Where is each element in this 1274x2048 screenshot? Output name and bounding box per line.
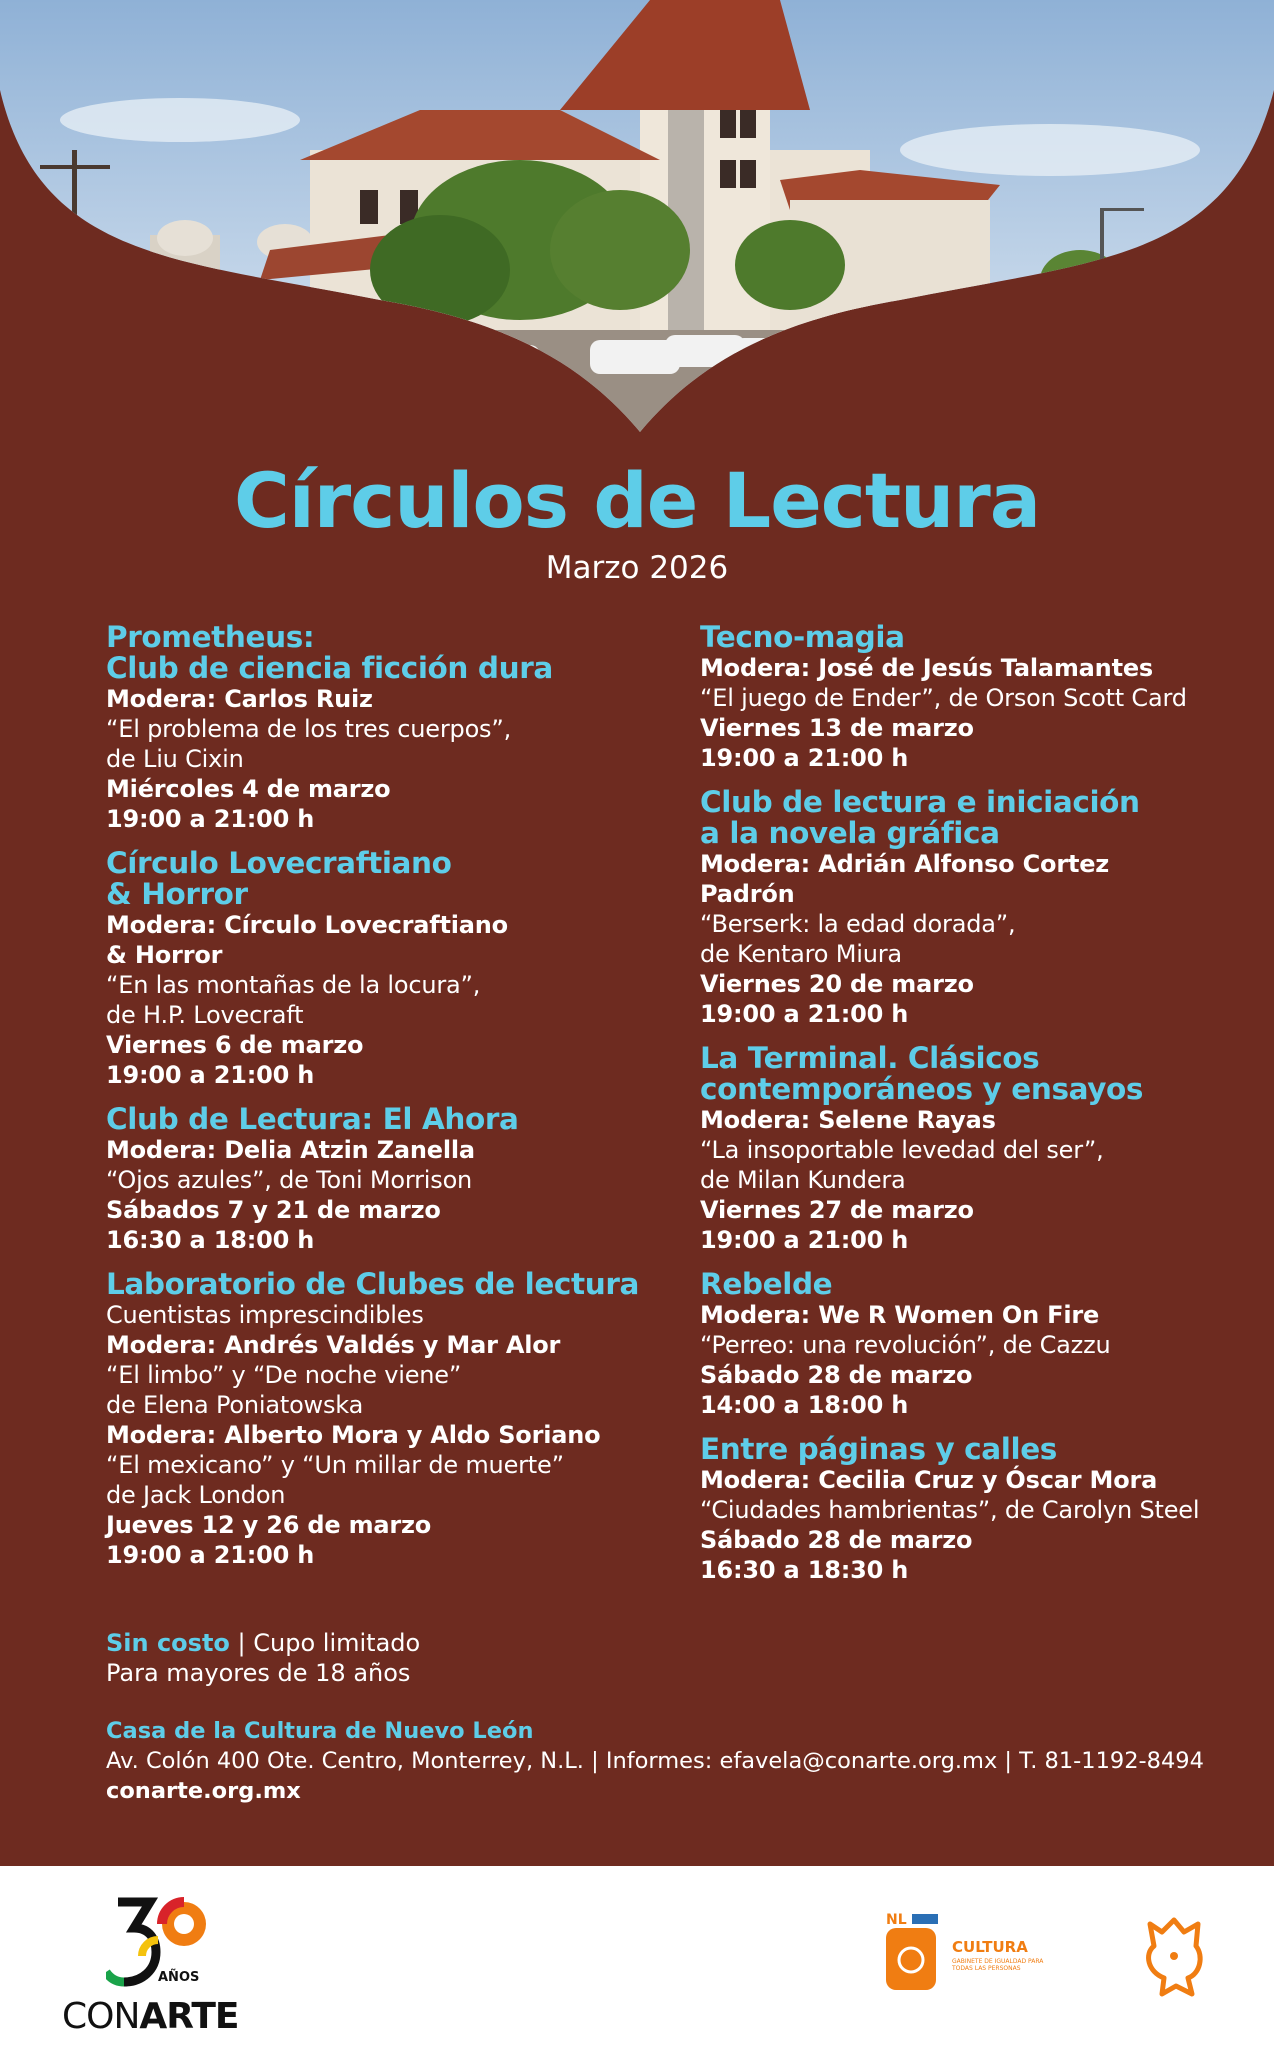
reading-circle-event [700, 1269, 1200, 1420]
page-subtitle: Marzo 2026 [545, 550, 729, 586]
event-detail: “Perreo: una revolución”, de Cazzu [700, 1331, 1111, 1359]
footer-logos [0, 1866, 1274, 2048]
event-detail: “Ciudades hambrientas”, de Carolyn Steel [700, 1496, 1200, 1524]
reading-circle-event [700, 622, 1200, 773]
event-detail: Modera: Carlos Ruiz [106, 685, 373, 713]
event-detail: 16:30 a 18:30 h [700, 1556, 909, 1584]
lion-emblem-icon [1140, 1916, 1210, 1998]
conarte-wordmark [62, 1996, 239, 2037]
event-detail: “El problema de los tres cuerpos”, [106, 715, 512, 743]
conarte-suffix: ARTE [139, 1996, 239, 2037]
reading-circle-event [106, 1269, 666, 1570]
free-label: Sin costo [106, 1629, 230, 1657]
event-title: Prometheus: [106, 620, 315, 654]
nl-cultura-label: CULTURA [952, 1938, 1028, 1956]
event-detail: Viernes 27 de marzo [700, 1196, 974, 1224]
page-title: Círculos de Lectura [233, 456, 1041, 545]
reading-circle-event [106, 848, 666, 1090]
event-detail: de Milan Kundera [700, 1166, 906, 1194]
event-title: Laboratorio de Clubes de lectura [106, 1267, 639, 1301]
event-detail: Miércoles 4 de marzo [106, 775, 391, 803]
cost-line [106, 1628, 420, 1658]
hero-building-photo [0, 0, 1274, 440]
event-title: Círculo Lovecraftiano [106, 846, 452, 880]
event-detail: Viernes 13 de marzo [700, 714, 974, 742]
event-title: & Horror [106, 877, 248, 911]
nl-cultura-logo [882, 1912, 1082, 1996]
venue-block [106, 1716, 1204, 1806]
event-detail: Viernes 20 de marzo [700, 970, 974, 998]
event-detail: “Berserk: la edad dorada”, [700, 910, 1016, 938]
event-detail: de Elena Poniatowska [106, 1391, 364, 1419]
event-detail: Sábados 7 y 21 de marzo [106, 1196, 441, 1224]
event-detail: Sábado 28 de marzo [700, 1361, 973, 1389]
event-detail: Jueves 12 y 26 de marzo [106, 1511, 432, 1539]
event-detail: Modera: José de Jesús Talamantes [700, 654, 1153, 682]
event-detail: Viernes 6 de marzo [106, 1031, 364, 1059]
venue-address: Av. Colón 400 Ote. Centro, Monterrey, N.L. | Informes: efavela@conarte.org.mx | T. 81-1192-8494 [106, 1748, 1204, 1774]
event-detail: 19:00 a 21:00 h [106, 1541, 315, 1569]
cost-separator: | [229, 1629, 254, 1657]
event-detail: de Kentaro Miura [700, 940, 902, 968]
event-detail: 19:00 a 21:00 h [700, 1226, 909, 1254]
event-detail: Sábado 28 de marzo [700, 1526, 973, 1554]
reading-circle-event [106, 1104, 666, 1255]
event-detail: Modera: Selene Rayas [700, 1106, 996, 1134]
conarte-prefix: CON [62, 1996, 140, 2037]
event-detail: “Ojos azules”, de Toni Morrison [106, 1166, 473, 1194]
conarte-logo [62, 1894, 262, 2037]
event-title: a la novela gráfica [700, 816, 1000, 850]
event-detail: de H.P. Lovecraft [106, 1001, 304, 1029]
event-detail: Modera: Alberto Mora y Aldo Soriano [106, 1421, 601, 1449]
event-conditions [106, 1628, 420, 1688]
event-detail: de Jack London [106, 1481, 286, 1509]
event-detail: “El juego de Ender”, de Orson Scott Card [700, 684, 1187, 712]
event-detail: “El limbo” y “De noche viene” [106, 1361, 462, 1389]
event-title: Club de lectura e iniciación [700, 785, 1140, 819]
event-detail: 19:00 a 21:00 h [106, 1061, 315, 1089]
event-detail: Cuentistas imprescindibles [106, 1301, 424, 1329]
reading-circle-event [700, 1434, 1200, 1585]
event-detail: 19:00 a 21:00 h [700, 1000, 909, 1028]
events-column-right [700, 622, 1200, 1599]
reading-circle-event [700, 787, 1200, 1029]
event-title: Club de Lectura: El Ahora [106, 1102, 519, 1136]
event-title: Club de ciencia ficción dura [106, 651, 553, 685]
event-detail: 19:00 a 21:00 h [106, 805, 315, 833]
event-detail: 19:00 a 21:00 h [700, 744, 909, 772]
conarte-years-label: AÑOS [158, 1970, 200, 1985]
event-title: Rebelde [700, 1267, 833, 1301]
event-title: La Terminal. Clásicos [700, 1041, 1040, 1075]
nl-tagline: GABINETE DE IGUALDAD PARA TODAS LAS PERSONAS [952, 1958, 1044, 1972]
event-title: Tecno-magia [700, 620, 905, 654]
event-detail: “En las montañas de la locura”, [106, 971, 481, 999]
event-detail: Modera: Círculo Lovecraftiano [106, 911, 508, 939]
event-detail: & Horror [106, 941, 223, 969]
event-detail: Modera: Delia Atzin Zanella [106, 1136, 475, 1164]
nl-badge-text: NL [886, 1912, 907, 1928]
event-detail: Modera: Cecilia Cruz y Óscar Mora [700, 1466, 1158, 1494]
event-detail: Modera: Andrés Valdés y Mar Alor [106, 1331, 561, 1359]
event-detail: “El mexicano” y “Un millar de muerte” [106, 1451, 564, 1479]
event-detail: Modera: We R Women On Fire [700, 1301, 1100, 1329]
reading-circle-event [700, 1043, 1200, 1255]
reading-circle-event [106, 622, 666, 834]
event-title: Entre páginas y calles [700, 1432, 1057, 1466]
limited-label: Cupo limitado [253, 1629, 421, 1657]
events-column-left [106, 622, 666, 1584]
venue-website-link[interactable]: conarte.org.mx [106, 1778, 301, 1804]
venue-name: Casa de la Cultura de Nuevo León [106, 1718, 534, 1744]
event-detail: 16:30 a 18:00 h [106, 1226, 315, 1254]
event-detail: 14:00 a 18:00 h [700, 1391, 909, 1419]
age-restriction: Para mayores de 18 años [106, 1659, 411, 1687]
event-title: contemporáneos y ensayos [700, 1072, 1144, 1106]
event-detail: de Liu Cixin [106, 745, 244, 773]
event-detail: “La insoportable levedad del ser”, [700, 1136, 1104, 1164]
event-detail: Modera: Adrián Alfonso Cortez Padrón [700, 850, 1110, 908]
